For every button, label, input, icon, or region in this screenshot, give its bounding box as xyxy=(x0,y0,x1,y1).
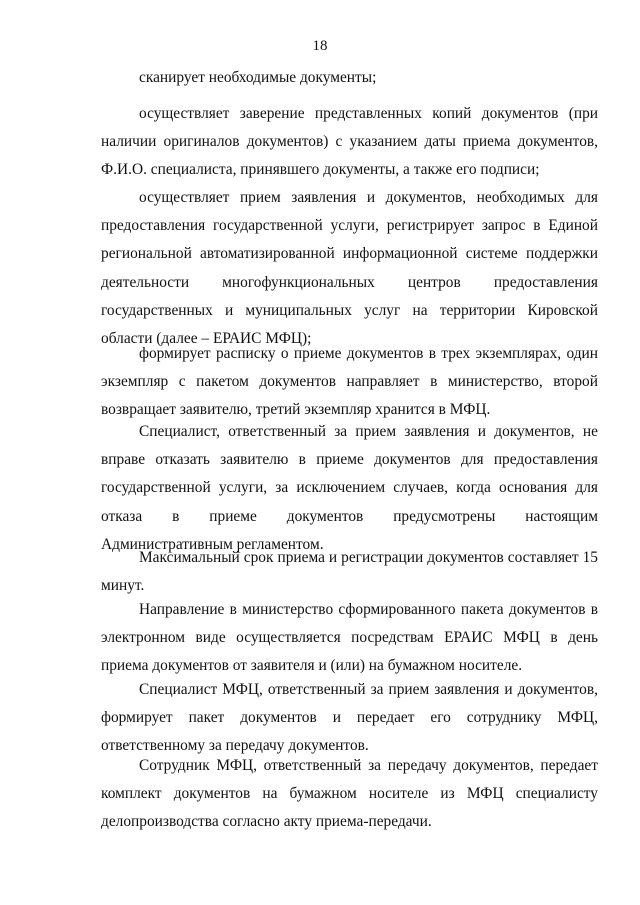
paragraph-electronic xyxy=(101,596,598,681)
paragraph-max-time xyxy=(101,544,598,600)
paragraph-text: Специалист, ответственный за прием заявления и документов, не вправе отказать заявителю в приеме документов для предоставления государственной услуги, за исключением случаев, когда основания для отказа в приеме документов предусмотрены настоящим Административным регламентом. xyxy=(101,423,598,553)
paragraph-text: Максимальный срок приема и регистрации документов составляет 15 минут. xyxy=(101,549,598,595)
paragraph-text: формирует расписку о приеме документов в трех экземплярах, один экземпляр с пакетом документов направляет в министерство, второй возвращает заявителю, третий экземпляр хранится в МФЦ. xyxy=(101,345,598,419)
paragraph-text: осуществляет прием заявления и документов, необходимых для предоставления государственной услуги, регистрирует запрос в Единой региональной автоматизированной информационной системе поддержки деятельности многофункциональных центров предоставления государственных и муниципальных услуг на территории Кировской области (далее – ЕРАИС МФЦ); xyxy=(101,189,598,348)
page-number: 18 xyxy=(312,38,328,54)
paragraph-text: сканирует необходимые документы; xyxy=(139,69,377,86)
paragraph-no-refusal xyxy=(101,418,598,559)
paragraph-text: Специалист МФЦ, ответственный за прием заявления и документов, формирует пакет документов и передает его сотруднику МФЦ, ответственному за передачу документов. xyxy=(101,681,598,755)
paragraph-text: Направление в министерство сформированного пакета документов в электронном виде осуществляется посредствам ЕРАИС МФЦ в день приема документов от заявителя и (или) на бумажном носителе. xyxy=(101,601,598,675)
paragraph-text: осуществляет заверение представленных копий документов (при наличии оригиналов документов) с указанием даты приема документов, Ф.И.О. специалиста, принявшего документы, а также его подписи; xyxy=(101,105,598,179)
paragraph-transfer xyxy=(101,752,598,837)
paragraph-scan xyxy=(101,64,598,92)
paragraph-receipt xyxy=(101,340,598,425)
paragraph-text: Сотрудник МФЦ, ответственный за передачу документов, передает комплект документов на бумажном носителе из МФЦ специалисту делопроизводства согласно акту приема-передачи. xyxy=(101,757,598,831)
paragraph-certify xyxy=(101,100,598,185)
paragraph-specialist-package xyxy=(101,676,598,761)
paragraph-accept xyxy=(101,184,598,353)
